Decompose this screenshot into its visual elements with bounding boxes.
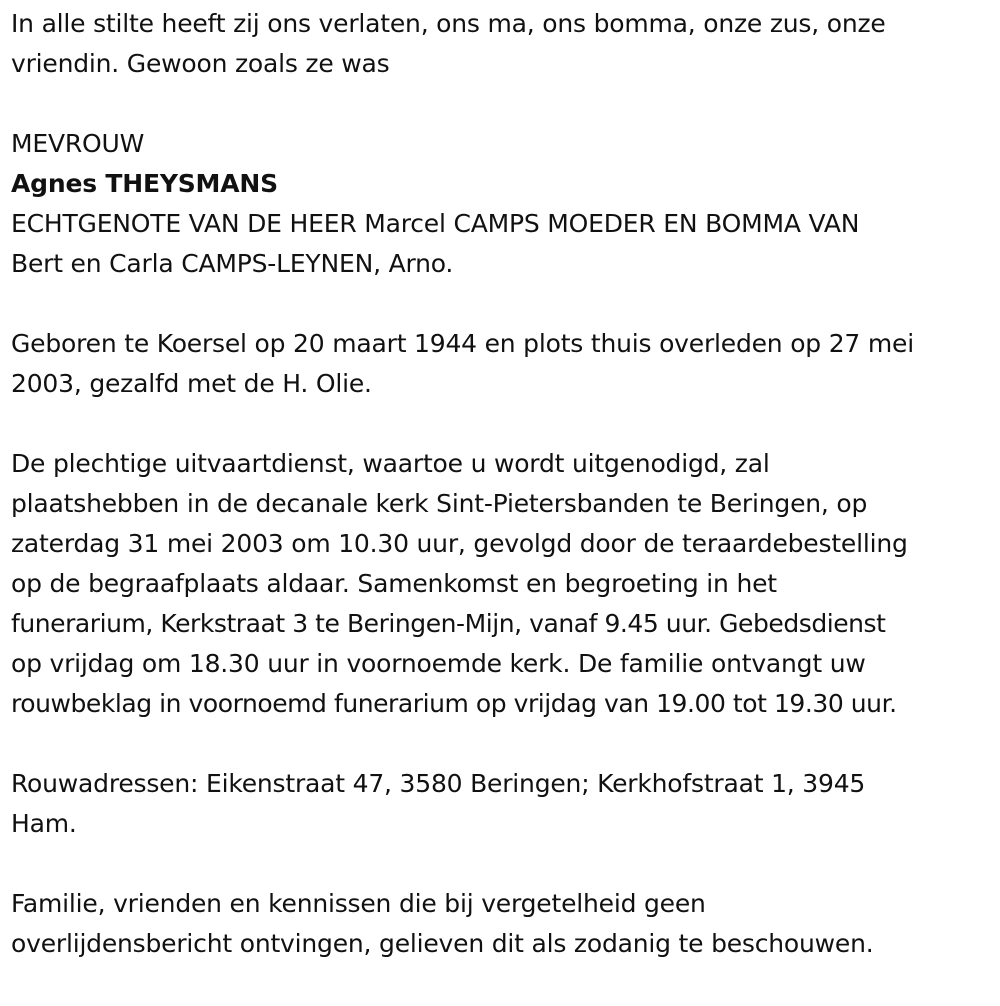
paragraph-gap xyxy=(11,724,991,764)
closing-line: overlijdensbericht ontvingen, gelieven dit als zodanig te beschouwen. xyxy=(11,929,874,958)
funeral-line: plaatshebben in de decanale kerk Sint-Pietersbanden te Beringen, op xyxy=(11,489,868,518)
paragraph-gap xyxy=(11,284,991,324)
closing-line: Familie, vrienden en kennissen die bij vergetelheid geen xyxy=(11,889,706,918)
relations-line: Bert en Carla CAMPS-LEYNEN, Arno. xyxy=(11,249,454,278)
relations-line: ECHTGENOTE VAN DE HEER Marcel CAMPS MOEDER EN BOMMA VAN xyxy=(11,209,860,238)
intro-line: In alle stilte heeft zij ons verlaten, ons ma, ons bomma, onze zus, onze xyxy=(11,9,886,38)
paragraph-gap xyxy=(11,844,991,884)
birth-death-line: Geboren te Koersel op 20 maart 1944 en plots thuis overleden op 27 mei xyxy=(11,329,914,358)
paragraph-gap xyxy=(11,404,991,444)
intro-line: vriendin. Gewoon zoals ze was xyxy=(11,49,390,78)
funeral-line: De plechtige uitvaartdienst, waartoe u wordt uitgenodigd, zal xyxy=(11,449,770,478)
birth-death-line: 2003, gezalfd met de H. Olie. xyxy=(11,369,372,398)
deceased-name: Agnes THEYSMANS xyxy=(11,169,278,198)
paragraph-gap xyxy=(11,84,991,124)
funeral-line: zaterdag 31 mei 2003 om 10.30 uur, gevolgd door de teraardebestelling xyxy=(11,529,908,558)
address-line: Rouwadressen: Eikenstraat 47, 3580 Beringen; Kerkhofstraat 1, 3945 xyxy=(11,769,866,798)
obituary-text xyxy=(11,4,991,964)
funeral-line: rouwbeklag in voornoemd funerarium op vrijdag van 19.00 tot 19.30 uur. xyxy=(11,689,897,718)
funeral-line: op vrijdag om 18.30 uur in voornoemde kerk. De familie ontvangt uw xyxy=(11,649,866,678)
salutation: MEVROUW xyxy=(11,129,145,158)
funeral-line: op de begraafplaats aldaar. Samenkomst en begroeting in het xyxy=(11,569,777,598)
funeral-line: funerarium, Kerkstraat 3 te Beringen-Mijn, vanaf 9.45 uur. Gebedsdienst xyxy=(11,609,886,638)
address-line: Ham. xyxy=(11,809,77,838)
